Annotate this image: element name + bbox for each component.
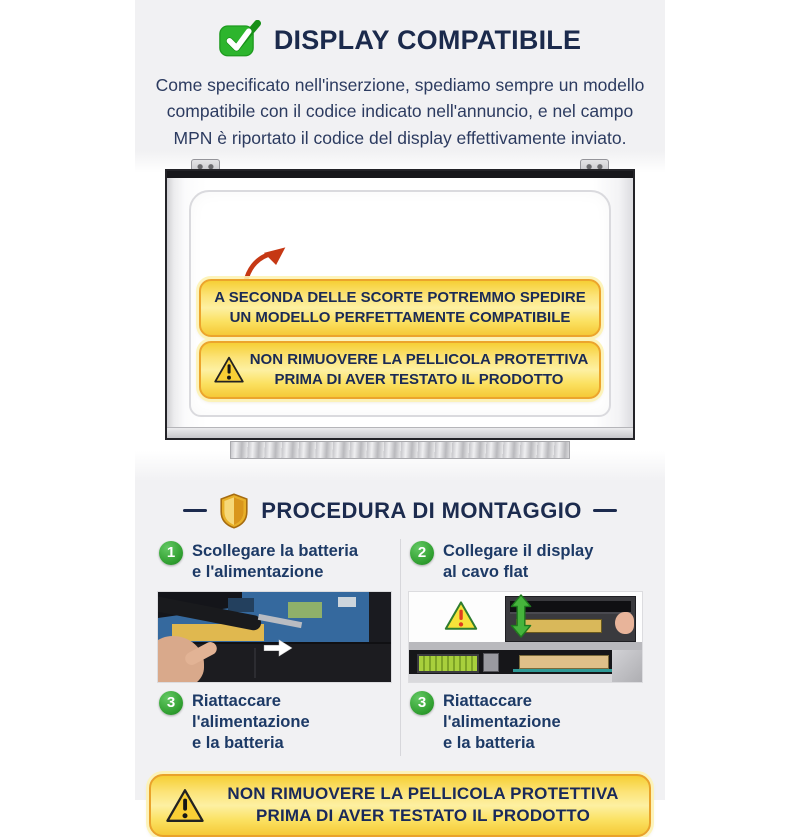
step-1-line1: Scollegare la batteria (192, 541, 358, 560)
fingertip (615, 612, 634, 634)
warning-triangle-icon (443, 600, 479, 632)
step-3-right-line2: e la batteria (443, 734, 535, 753)
warning-triangle-icon (164, 787, 206, 824)
flat-cable (519, 655, 609, 669)
step-2-label (443, 541, 593, 583)
step-1 (159, 541, 392, 583)
note-film (199, 341, 601, 400)
battery-seam (254, 648, 256, 678)
steps-column-right (408, 533, 643, 763)
rule-left (183, 509, 207, 512)
step-3-left-badge: 3 (159, 691, 183, 715)
step-1-label (192, 541, 358, 583)
step-2-line1: Collegare il display (443, 541, 594, 560)
panel-top-edge (167, 171, 633, 178)
footer-warning-banner (149, 774, 651, 837)
chip (228, 598, 254, 612)
step-3-right-badge: 3 (410, 691, 434, 715)
step-3-left-label (192, 691, 392, 754)
panel-edge-band (409, 642, 642, 650)
foil-corner (612, 650, 642, 682)
page-title: DISPLAY COMPATIBILE (273, 24, 582, 55)
step-2-badge: 2 (410, 541, 434, 565)
white-right-arrow-icon (262, 638, 294, 658)
note-film-line1: NON RIMUOVERE LA PELLICOLA PROTETTIVA (249, 350, 589, 368)
chip (288, 602, 322, 618)
step-2-line2: al cavo flat (443, 562, 529, 581)
intro-paragraph: Come specificato nell'inserzione, spediamo sempre un modello compatibile con il codice indicato nell'annuncio, e nel campo MPN è riportato il codice del display effettivamente inviato. (155, 75, 645, 148)
step-3-right-label (443, 691, 643, 754)
teal-strip (513, 669, 613, 672)
procedure-title: PROCEDURA DI MONTAGGIO (261, 497, 582, 523)
column-divider (400, 539, 401, 757)
header (135, 20, 665, 60)
step-1-line2: e l'alimentazione (192, 562, 324, 581)
procedure-header (135, 489, 665, 533)
step-3-right-line1: Riattaccare l'alimentazione (443, 691, 561, 732)
note-stock-line1: A SECONDA DELLE SCORTE POTREMMO SPEDIRE (214, 288, 586, 306)
panel-bottom-bezel (167, 427, 633, 438)
step-2 (410, 541, 643, 583)
banner-line2: PRIMA DI AVER TESTATO IL PRODOTTO (255, 806, 591, 826)
photo-connect-flat-cable (408, 591, 643, 683)
note-film-line2: PRIMA DI AVER TESTATO IL PRODOTTO (274, 370, 564, 388)
note-stock-line2: UN MODELLO PERFETTAMENTE COMPATIBILE (229, 308, 571, 326)
steps-column-left (157, 533, 392, 763)
banner-line1: NON RIMUOVERE LA PELLICOLA PROTETTIVA (227, 784, 619, 804)
content-column (135, 0, 665, 826)
panel-edge-closeup (409, 642, 642, 682)
step-3-left-line1: Riattaccare l'alimentazione (192, 691, 310, 732)
panel-edge-bar (409, 650, 642, 674)
chip (338, 597, 356, 607)
photo-disconnect-battery (157, 591, 392, 683)
panel-foil-strip (230, 441, 570, 459)
gold-shield-icon (218, 492, 250, 530)
step-3-left (159, 691, 392, 754)
rule-right (593, 509, 617, 512)
step-3-left-line2: e la batteria (192, 734, 284, 753)
green-updown-arrow-icon (509, 594, 533, 638)
note-stock (199, 279, 601, 338)
step-1-badge: 1 (159, 541, 183, 565)
chassis-edge (369, 592, 391, 644)
step-3-right (410, 691, 643, 754)
steps-grid (135, 533, 665, 763)
metal-clip (483, 653, 499, 672)
panel-photo (135, 151, 665, 481)
warning-triangle-icon (213, 356, 245, 385)
green-check-icon (219, 20, 261, 60)
green-pcb-connector (417, 654, 479, 673)
